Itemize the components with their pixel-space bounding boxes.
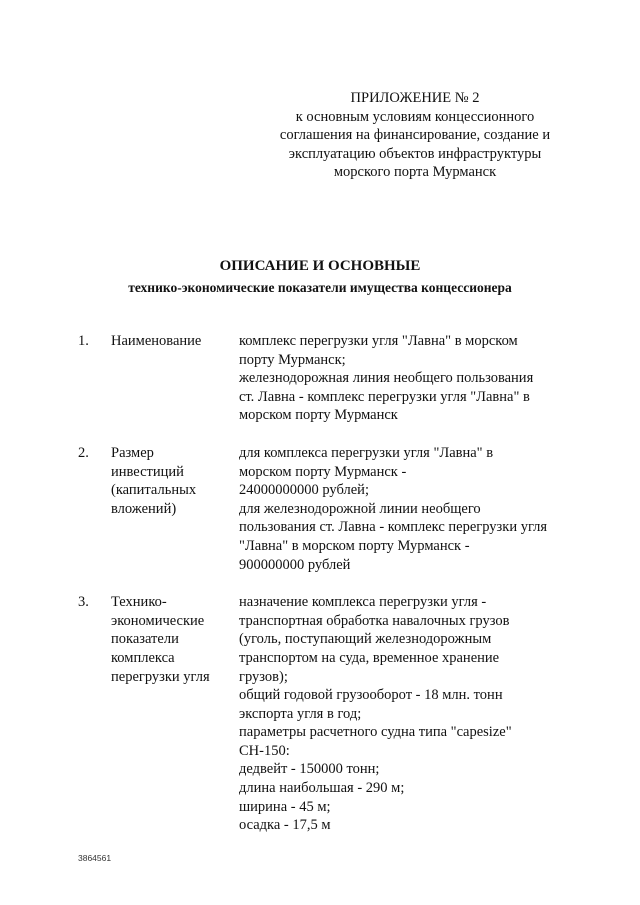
appendix-subtitle-line: к основным условиям концессионного: [295, 108, 535, 125]
item-desc-line: транспортом на суда, временное хранение: [239, 649, 500, 666]
item-desc-line: экспорта угля в год;: [239, 705, 362, 722]
item-desc-line: осадка - 17,5 м: [239, 817, 331, 834]
item-desc-line: длина наибольшая - 290 м;: [239, 780, 405, 797]
item-desc-line: "Лавна" в морском порту Мурманск -: [239, 537, 470, 554]
item-desc-line: СН-150:: [239, 742, 290, 759]
item-number: 1.: [78, 333, 89, 349]
appendix-header: [255, 89, 575, 182]
document-code: 3864561: [78, 853, 112, 863]
item-label-line: Технико-: [111, 594, 167, 611]
item-number: 2.: [78, 444, 89, 461]
appendix-subtitle-line: морского порта Мурманск: [333, 164, 497, 180]
item-desc-line: комплекс перегрузки угля "Лавна" в морском: [239, 333, 518, 349]
items-list: [0, 332, 640, 854]
item-number: 3.: [78, 594, 89, 611]
list-item: [0, 593, 640, 835]
item-label-line: вложений): [111, 500, 177, 517]
item-label-line: перегрузки угля: [111, 668, 210, 685]
item-desc-line: транспортная обработка навалочных грузов: [239, 612, 510, 629]
heading-subtitle: технико-экономические показатели имущества концессионера: [128, 280, 512, 295]
heading-title: ОПИСАНИЕ И ОСНОВНЫЕ: [219, 258, 421, 274]
item-description: [239, 332, 579, 425]
item-description: [239, 593, 579, 835]
item-desc-line: параметры расчетного судна типа "capesize": [239, 724, 512, 741]
item-desc-line: назначение комплекса перегрузки угля -: [239, 594, 487, 611]
item-desc-line: 900000000 рублей: [239, 556, 351, 573]
item-desc-line: ширина - 45 м;: [239, 798, 331, 815]
item-desc-line: порту Мурманск;: [239, 351, 346, 368]
appendix-subtitle-line: соглашения на финансирование, создание и: [279, 127, 551, 143]
item-desc-line: для железнодорожной линии необщего: [239, 500, 481, 517]
item-desc-line: для комплекса перегрузки угля "Лавна" в: [239, 444, 494, 461]
item-desc-line: морском порту Мурманск: [239, 407, 398, 424]
item-label-line: комплекса: [111, 649, 175, 666]
item-desc-line: общий годовой грузооборот - 18 млн. тонн: [239, 687, 503, 704]
item-label: [111, 444, 239, 574]
item-desc-line: 24000000000 рублей;: [239, 482, 369, 499]
item-desc-line: морском порту Мурманск -: [239, 463, 407, 480]
item-label-line: инвестиций: [111, 463, 184, 480]
item-description: [239, 444, 579, 574]
item-label-line: показатели: [111, 631, 179, 648]
item-desc-line: ст. Лавна - комплекс перегрузки угля "Лавна" в: [239, 388, 530, 405]
item-label: [111, 332, 239, 425]
item-desc-line: (уголь, поступающий железнодорожным: [239, 631, 492, 648]
list-item: [0, 332, 640, 425]
appendix-title: ПРИЛОЖЕНИЕ № 2: [350, 90, 480, 106]
appendix-subtitle-line: эксплуатацию объектов инфраструктуры: [288, 145, 542, 162]
item-desc-line: пользования ст. Лавна - комплекс перегрузки угля: [239, 519, 548, 536]
item-desc-line: грузов);: [239, 668, 288, 685]
item-desc-line: дедвейт - 150000 тонн;: [239, 761, 380, 778]
list-item: [0, 444, 640, 574]
item-label-line: (капитальных: [111, 482, 197, 499]
item-label-line: экономические: [111, 612, 205, 629]
document-heading: [0, 256, 640, 298]
item-label-line: Размер: [111, 444, 154, 461]
item-desc-line: железнодорожная линия необщего пользования: [239, 370, 534, 387]
item-label-line: Наименование: [111, 333, 202, 349]
item-label: [111, 593, 239, 835]
